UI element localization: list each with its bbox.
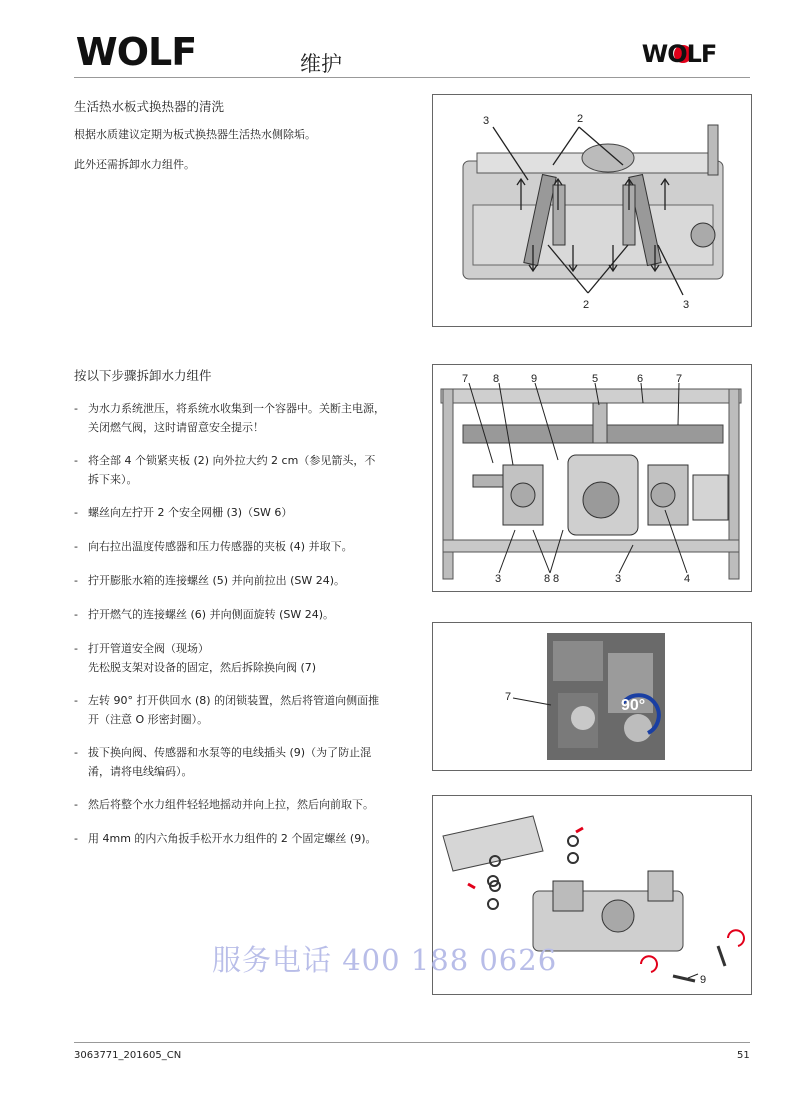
fig2-label-8b: 8 — [544, 573, 551, 585]
fig2-label-3a: 3 — [495, 573, 502, 585]
wolf-logo-left — [74, 30, 198, 74]
fig1-label-3b: 3 — [683, 299, 690, 311]
fig2-label-3b: 3 — [615, 573, 622, 585]
fig1-label-2a: 2 — [577, 113, 584, 125]
list-item: - 打开管道安全阀（现场） 先松脱支架对设备的固定，然后拆除换向阀 (7) — [74, 642, 317, 674]
fig2-label-8c: 8 — [553, 573, 560, 585]
list-item: - 将全部 4 个锁紧夹板 (2) 向外拉大约 2 cm（参见箭头，不 拆下来）。 — [74, 454, 376, 486]
list-item: - 左转 90° 打开供回水 (8) 的闭锁装置，然后将管道向侧面推 开（注意 O 形密封圈）。 — [74, 694, 380, 726]
list-item: - 为水力系统泄压，将系统水收集到一个容器中。关断主电源， 关闭燃气阀，这时请留意安全提示！ — [74, 402, 385, 434]
figure-plate-heat-exchanger — [432, 94, 752, 327]
footer-divider — [74, 1042, 750, 1043]
list-item: - 用 4mm 的内六角扳手松开水力组件的 2 个固定螺丝 (9)。 — [74, 832, 377, 845]
service-hotline-watermark: 服务电话 400 188 0626 — [212, 943, 558, 977]
figure-hydraulic-assembly — [432, 364, 752, 592]
hydraulic-unit-top-illustration — [433, 95, 751, 326]
fig2-label-9: 9 — [531, 373, 538, 385]
fig2-label-6: 6 — [637, 373, 644, 385]
list-item: - 向右拉出温度传感器和压力传感器的夹板 (4) 并取下。 — [74, 540, 353, 553]
list-item: - 拧开膨胀水箱的连接螺丝 (5) 并向前拉出 (SW 24)。 — [74, 574, 346, 587]
footer-page-number: 51 — [737, 1050, 750, 1061]
list-item: - 拧开燃气的连接螺丝 (6) 并向侧面旋转 (SW 24)。 — [74, 608, 335, 621]
fig2-label-7b: 7 — [676, 373, 683, 385]
fig2-label-5: 5 — [592, 373, 599, 385]
section1-heading: 生活热水板式换热器的清洗 — [74, 99, 225, 114]
fig2-label-8a: 8 — [493, 373, 500, 385]
list-item: - 然后将整个水力组件轻轻地摇动并向上拉，然后向前取下。 — [74, 798, 374, 811]
logo-right-text: WOLF — [641, 40, 717, 68]
section2-heading: 按以下步骤拆卸水力组件 — [74, 368, 212, 383]
fig2-label-4: 4 — [684, 573, 691, 585]
logo-left-text: WOLF — [75, 30, 197, 74]
diverter-valve-photo — [433, 623, 751, 770]
list-item: - 拔下换向阀、传感器和水泵等的电线插头 (9)（为了防止混 淆，请将电线编码）。 — [74, 746, 372, 778]
wolf-logo-right — [638, 42, 720, 66]
fig4-label-9: 9 — [700, 974, 707, 986]
fig1-label-3a: 3 — [483, 115, 490, 127]
fig3-label-7: 7 — [505, 691, 512, 703]
page-title: 维护 — [300, 52, 342, 76]
fig3-angle-text: 90° — [621, 697, 646, 714]
section1-para2: 此外还需拆卸水力组件。 — [74, 158, 195, 171]
fig2-label-7a: 7 — [462, 373, 469, 385]
figure-diverter-valve-photo — [432, 622, 752, 771]
footer-doc-id: 3063771_201605_CN — [74, 1050, 182, 1061]
list-item: - 螺丝向左拧开 2 个安全网栅 (3)（SW 6） — [74, 506, 293, 519]
hydraulic-assembly-illustration — [433, 365, 751, 591]
fig1-label-2b: 2 — [583, 299, 590, 311]
section1-para1: 根据水质建议定期为板式换热器生活热水侧除垢。 — [74, 128, 316, 141]
steps-list — [74, 399, 414, 863]
header-divider — [74, 77, 750, 78]
